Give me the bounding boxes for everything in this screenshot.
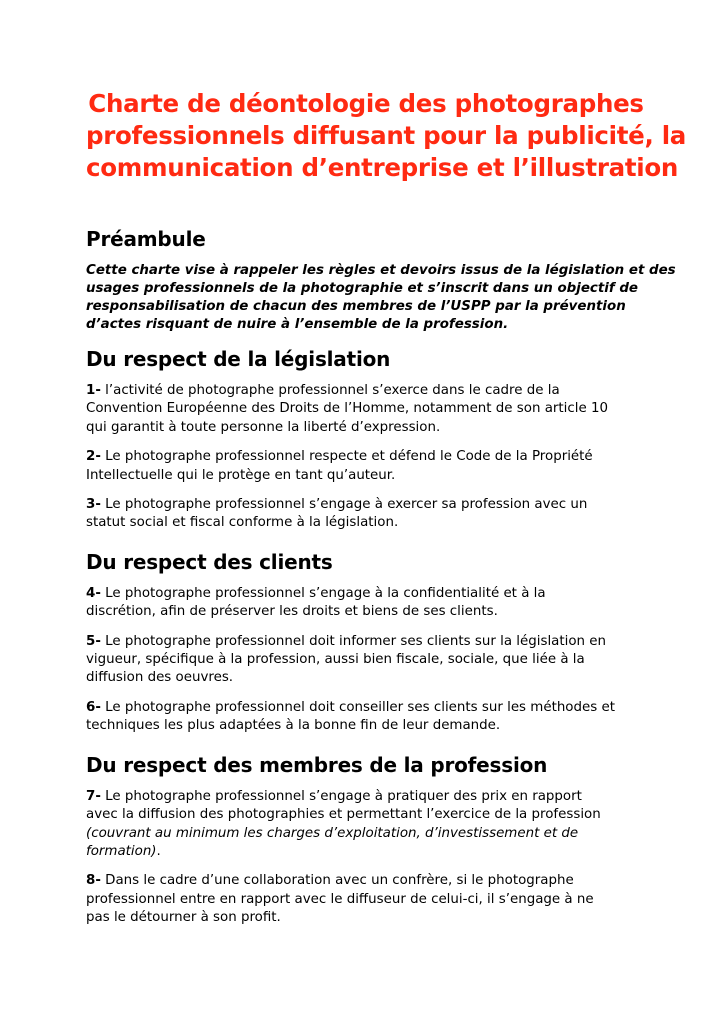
article-text: . [156,843,161,859]
article-line [86,699,646,717]
article-8 [86,872,646,927]
article-line: avec la diffusion des photographies et permettant l’exercice de la profession [86,807,601,823]
article-text: Le photographe professionnel doit informer ses clients sur la législation en [100,633,607,649]
article-text-italic: formation) [86,843,157,859]
title-line: Charte de déontologie des photographes [88,89,644,118]
article-text: Dans le cadre d’une collaboration avec un confrère, si le photographe [100,873,574,889]
article-number: 6- [86,699,101,715]
article-line [86,872,646,890]
article-text: Le photographe professionnel s’engage à pratiquer des prix en rapport [100,788,582,804]
title-line: communication d’entreprise et l’illustration [86,153,679,182]
article-2 [86,448,646,485]
section-heading-clients: Du respect des clients [86,549,333,574]
title-line: professionnels diffusant pour la publicité, la [86,121,687,150]
article-text: Le photographe professionnel s’engage à exercer sa profession avec un [100,497,588,513]
article-line [86,585,646,603]
article-3 [86,496,646,533]
article-number: 8- [86,873,101,889]
article-line: diffusion des oeuvres. [86,670,234,686]
article-4 [86,585,646,622]
article-text: l’activité de photographe professionnel s’exerce dans le cadre de la [100,383,560,398]
article-1 [86,382,646,437]
preamble-line: responsabilisation de chacun des membres de l’USPP par la prévention [86,299,626,314]
article-text: Le photographe professionnel doit conseiller ses clients sur les méthodes et [100,699,615,715]
preamble-text [86,262,676,334]
article-line: qui garantit à toute personne la liberté d’expression. [86,419,441,435]
preamble-line: usages professionnels de la photographie et s’inscrit dans un objectif de [86,281,638,296]
article-line [86,382,646,400]
article-number: 7- [86,788,101,804]
article-line [86,788,646,806]
article-number: 2- [86,449,101,465]
article-line: pas le détourner à son profit. [86,910,281,926]
article-text: Le photographe professionnel respecte et défend le Code de la Propriété [100,449,593,465]
preamble-heading: Préambule [86,227,206,251]
article-number: 4- [86,585,101,601]
article-number: 5- [86,633,101,649]
article-line: professionnel entre en rapport avec le diffuseur de celui-ci, il s’engage à ne [86,891,594,907]
section-heading-profession: Du respect des membres de la profession [86,752,548,777]
article-line: statut social et fiscal conforme à la législation. [86,515,399,531]
article-line [86,496,646,514]
document-page [86,88,687,928]
article-line: discrétion, afin de préserver les droits et biens de ses clients. [86,604,498,620]
article-line [86,633,646,651]
article-line-italic: (couvrant au minimum les charges d’exploitation, d’investissement et de [86,825,579,841]
article-line [86,843,646,861]
article-line: Convention Européenne des Droits de l’Homme, notamment de son article 10 [86,401,609,417]
document-title [86,88,687,184]
article-line [86,448,646,466]
article-line: vigueur, spécifique à la profession, aussi bien fiscale, sociale, que liée à la [86,652,585,668]
article-number: 1- [86,383,101,398]
article-5 [86,633,646,688]
section-heading-legislation: Du respect de la législation [86,347,391,371]
preamble-line: d’actes risquant de nuire à l’ensemble de la profession. [86,317,509,332]
article-6 [86,699,646,736]
preamble-line: Cette charte vise à rappeler les règles et devoirs issus de la législation et des [86,263,676,278]
article-line: Intellectuelle qui le protège en tant qu’auteur. [86,467,396,483]
article-7 [86,788,646,862]
article-line: techniques les plus adaptées à la bonne fin de leur demande. [86,718,501,734]
article-text: Le photographe professionnel s’engage à la confidentialité et à la [100,585,546,601]
article-number: 3- [86,497,101,513]
